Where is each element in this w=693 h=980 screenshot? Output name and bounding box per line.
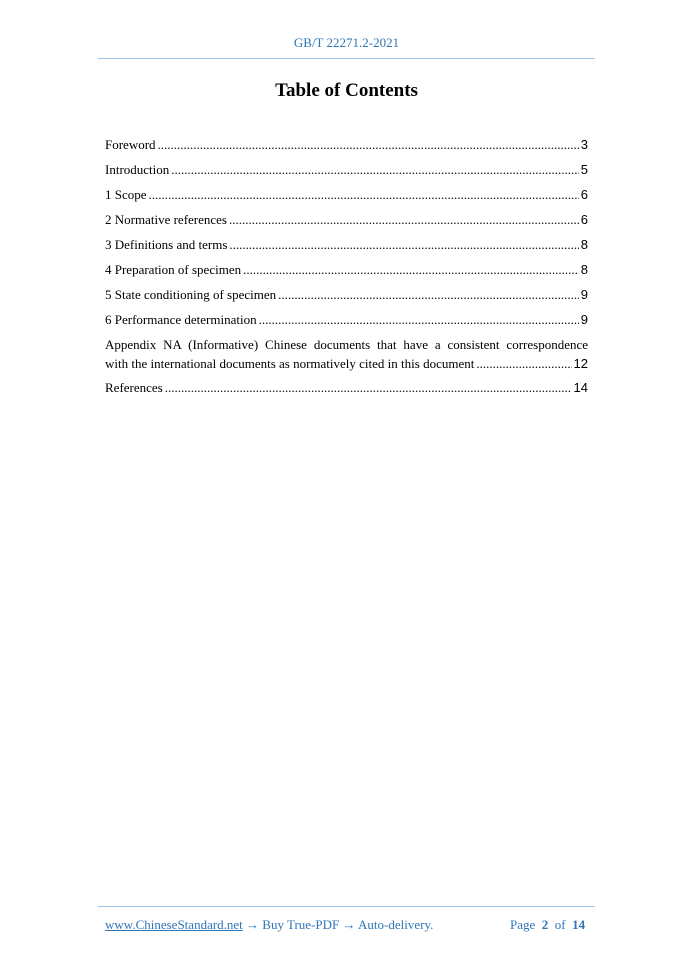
arrow-right-icon: →	[342, 917, 356, 932]
toc-entry-label: 4 Preparation of specimen	[105, 262, 242, 277]
toc-entry-page: 3	[580, 137, 588, 152]
toc-entry-label: 3 Definitions and terms	[105, 237, 228, 252]
toc-entry-scope[interactable]	[105, 187, 588, 212]
page-indicator	[510, 917, 585, 933]
toc-entry-performance[interactable]	[105, 312, 588, 337]
total-page-count: 14	[572, 917, 586, 932]
toc-leader-dots	[278, 287, 579, 303]
toc-entry-label-line1: Appendix NA (Informative) Chinese documents that have a consistent correspondence	[105, 337, 588, 352]
toc-entry-normative-references[interactable]	[105, 212, 588, 237]
toc-entry-page: 8	[580, 262, 588, 277]
arrow-right-icon: →	[246, 917, 260, 932]
toc-leader-dots	[229, 212, 579, 228]
toc-entry-page: 6	[580, 187, 588, 202]
current-page-number: 2	[541, 917, 549, 932]
page-word: Page	[510, 917, 536, 932]
toc-entry-foreword[interactable]	[105, 137, 588, 162]
toc-entry-label: 6 Performance determination	[105, 312, 257, 327]
footer-promo	[105, 917, 433, 933]
buy-true-pdf-link[interactable]: Buy True-PDF	[262, 917, 340, 932]
toc-entry-label-line2: with the international documents as normatively cited in this document	[105, 356, 475, 371]
toc-leader-dots	[149, 187, 579, 203]
website-link[interactable]: www.ChineseStandard.net	[105, 917, 243, 932]
toc-entry-page: 6	[580, 212, 588, 227]
toc-leader-dots	[259, 312, 579, 328]
toc-entry-page: 14	[573, 380, 588, 395]
toc-leader-dots	[158, 137, 579, 153]
toc-entry-label: 2 Normative references	[105, 212, 227, 227]
toc-entry-label: Foreword	[105, 137, 156, 152]
toc-entry-label: References	[105, 380, 163, 395]
toc-entry-page: 5	[580, 162, 588, 177]
toc-entry-preparation[interactable]	[105, 262, 588, 287]
toc-leader-dots	[476, 356, 571, 372]
toc-entry-appendix-na[interactable]	[105, 337, 588, 380]
toc-entry-page: 12	[573, 356, 588, 371]
toc-entry-label: Introduction	[105, 162, 170, 177]
toc-entry-definitions[interactable]	[105, 237, 588, 262]
toc-title: Table of Contents	[275, 80, 418, 101]
toc-entry-references[interactable]	[105, 380, 588, 405]
toc-leader-dots	[165, 380, 572, 396]
toc-entry-label: 1 Scope	[105, 187, 147, 202]
toc-leader-dots	[243, 262, 579, 278]
toc-leader-dots	[171, 162, 579, 178]
toc-entry-introduction[interactable]	[105, 162, 588, 187]
auto-delivery-text: Auto-delivery.	[358, 917, 434, 932]
toc-entry-label: 5 State conditioning of specimen	[105, 287, 277, 302]
document-header: GB/T 22271.2-2021	[293, 35, 400, 50]
toc-entry-page: 8	[580, 237, 588, 252]
footer-divider	[98, 906, 595, 907]
toc-entry-page: 9	[580, 312, 588, 327]
toc-entry-line2	[105, 356, 588, 380]
toc-entry-state-conditioning[interactable]	[105, 287, 588, 312]
header-divider	[98, 58, 595, 59]
table-of-contents	[105, 137, 588, 405]
toc-entry-page: 9	[580, 287, 588, 302]
of-word: of	[554, 917, 566, 932]
toc-leader-dots	[229, 237, 578, 253]
